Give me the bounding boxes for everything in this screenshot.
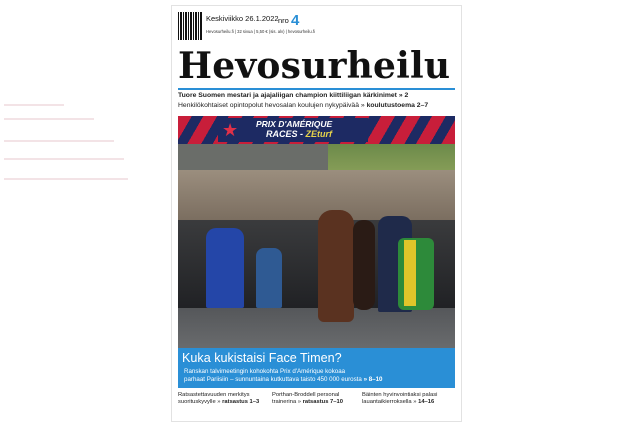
headline-pages: » 8–10	[363, 376, 383, 383]
bottom-teaser-2	[272, 392, 343, 407]
issue-number-value: 4	[290, 12, 300, 29]
banner-line-2	[266, 129, 332, 139]
cover-photo	[178, 116, 455, 354]
bottom-teaser-1-line2: suorituskyvylle » ratsastus 1–3	[178, 399, 260, 406]
headline-sub-1: Ranskan talvimeetingin kohokohta Prix d'Amérique kokoaa	[184, 368, 346, 375]
teaser-education-text: Henkilökohtaiset opintopolut hevosalan koulujen nykypäivää »	[178, 102, 365, 109]
headline-box	[178, 348, 455, 388]
bottom-teaser-2-line1: Porthan-Broddell personal	[272, 392, 340, 398]
bottom-teaser-3-line1: Bäinten hyvinvointiaksi palasi	[362, 392, 438, 398]
bottom-teaser-1	[178, 392, 259, 407]
grandstand-roof	[178, 144, 328, 170]
cover-header	[178, 12, 455, 42]
price-line: Hevosurheilu.fi | 32 sivua | 5,50 € (sis. alv) | hevosurheilu.fi	[206, 29, 315, 34]
bottom-teaser-1-line1: Ratsastettavuuden merkitys	[178, 392, 250, 398]
background-artifact	[0, 96, 128, 188]
teaser-education	[178, 102, 428, 109]
banner-sponsor: ZEturf	[305, 129, 333, 139]
masthead-title: Hevosurheilu	[178, 45, 451, 87]
issue-number	[278, 12, 299, 29]
bottom-teaser-3-line2: lauantaikierroksella » 14–16	[362, 399, 435, 406]
issue-prefix: nro	[278, 16, 289, 25]
barcode-icon	[178, 12, 202, 40]
person-blue-jacket	[206, 228, 244, 308]
headline-title: Kuka kukistaisi Face Timen?	[182, 351, 342, 365]
banner-line-1: PRIX D'AMÉRIQUE	[256, 119, 333, 129]
banner-races: RACES -	[266, 129, 306, 139]
horse-bay	[318, 210, 354, 322]
blanket-stripe	[404, 240, 416, 306]
headline-sub-2-text: parhaat Pariisiin – sunnuntaina kutkuttava taisto 450 000 eurosta	[184, 376, 362, 383]
magazine-cover	[172, 6, 461, 421]
masthead-rule	[178, 88, 455, 90]
person-spectator	[256, 248, 282, 308]
teaser-education-tag: koulutustoema 2–7	[366, 102, 429, 109]
bottom-teaser-3	[362, 392, 437, 407]
grandstand	[178, 170, 455, 220]
horse-dark	[353, 220, 375, 310]
teaser-champion: Tuore Suomen mestari ja ajajaliigan champion kiittiliigan kärkinimet » 2	[178, 92, 409, 99]
bottom-teaser-2-line2: trainerina » ratsastus 7–10	[272, 399, 343, 406]
headline-sub-2	[184, 376, 383, 383]
star-icon: ★	[222, 120, 239, 140]
issue-date: Keskiviikko 26.1.2022	[206, 14, 279, 23]
